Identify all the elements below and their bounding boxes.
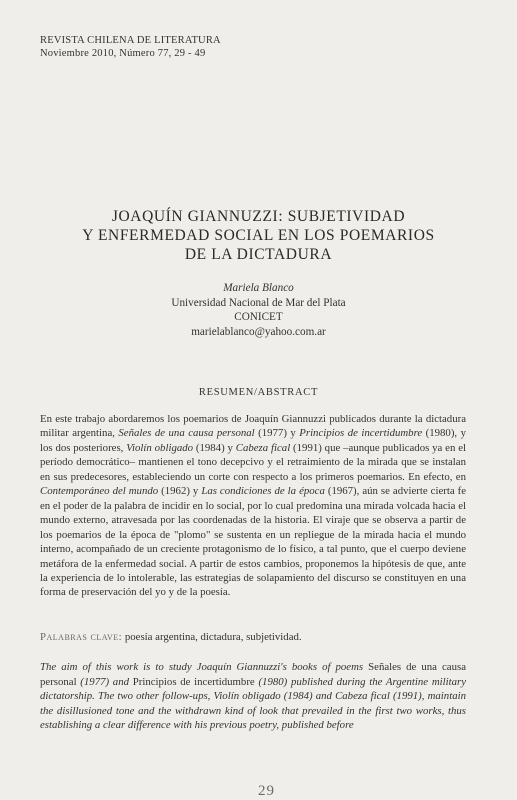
keywords-text: poesía argentina, dictadura, subjetividad. [122,631,302,643]
keywords-line [40,630,466,644]
author-block [0,281,517,339]
book-title: Violín obligado [126,441,194,454]
author-institution: CONICET [234,311,283,323]
abstract-es-text-5: (1991) que –aunque publicados ya en el período democrático– mantienen el tono decepcivo y el retraimiento de la mirada que se instalan en sus predecesores, estableciendo un corte con respecto a los primeros poemarios. En efecto, en [40,441,467,483]
issue-info: Noviembre 2010, Número 77, 29 - 49 [40,48,206,59]
journal-name: REVISTA CHILENA DE LITERATURA [40,35,221,46]
abstract-es-text-1: En este trabajo abordaremos los poemarios de Joaquín Giannuzzi publicados durante la dictadura militar argentina, [40,413,466,440]
book-title: Las condiciones de la época [201,485,325,498]
author-affiliation: Universidad Nacional de Mar del Plata [171,296,346,309]
abstract-en-text-2: (1977) and [76,675,133,688]
page-number: 29 [258,783,275,799]
section-heading: RESUMEN/ABSTRACT [198,387,319,398]
abstract-es-text-6: (1962) y [158,485,202,498]
running-head [40,34,221,60]
book-title: Principios de incertidumbre [132,675,255,688]
abstract-en-text-3: (1980) published during the Argentine military dictatorship. The two other follow-ups, Violín obligado (1984) and Cabeza fical (1991), maintain the disillusioned tone and the withdrawn kind of look that prevailed in the first two works, thus establishing a clear difference with his previous poetry, published before [40,675,467,731]
abstract-es-text-7: (1967), aún se advierte cierta fe en el poder de la palabra de incidir en lo social, por lo cual predomina una mirada volcada hacia el mundo externo, atravesada por las coordenadas de la historia. El viraje que se observa a partir de los poemarios de la época de "plomo" se sustenta en un repliegue de la mirada hacia el mundo interno, acompañado de un creciente protagonismo de lo físico, a tal punto, que el cuerpo deviene metáfora de la enfermedad social. A partir de estos cambios, proponemos la hipótesis de que, ante la experiencia de lo intolerable, las estrategias de solapamiento del discurso se constituyen en una forma de preservación del yo y de la poesía. [40,485,467,599]
book-title: Cabeza fical [235,441,291,454]
title-line-1: JOAQUÍN GIANNUZZI: SUBJETIVIDAD [111,208,406,225]
book-title: Señales de una causa personal [40,661,466,688]
abstract-es-text-3: (1980), y los dos posteriores, [40,427,467,454]
author-email: marielablanco@yahoo.com.ar [191,325,326,338]
abstract-english [40,660,466,733]
article-title [0,207,517,264]
book-title: Señales de una causa personal [118,427,255,440]
abstract-spanish [40,412,466,600]
abstract-en-text-1: The aim of this work is to study Joaquín Giannuzzi's books of poems [40,661,369,673]
title-line-2: Y ENFERMEDAD SOCIAL EN LOS POEMARIOS [82,227,435,244]
keywords-label: Palabras clave: [40,631,123,643]
abstract-es-text-4: (1984) y [193,441,236,454]
book-title: Contemporáneo del mundo [40,485,159,498]
author-name: Mariela Blanco [223,282,294,294]
title-line-3: DE LA DICTADURA [184,246,333,263]
book-title: Principios de incertidumbre [299,427,423,440]
abstract-es-text-2: (1977) y [254,427,300,440]
